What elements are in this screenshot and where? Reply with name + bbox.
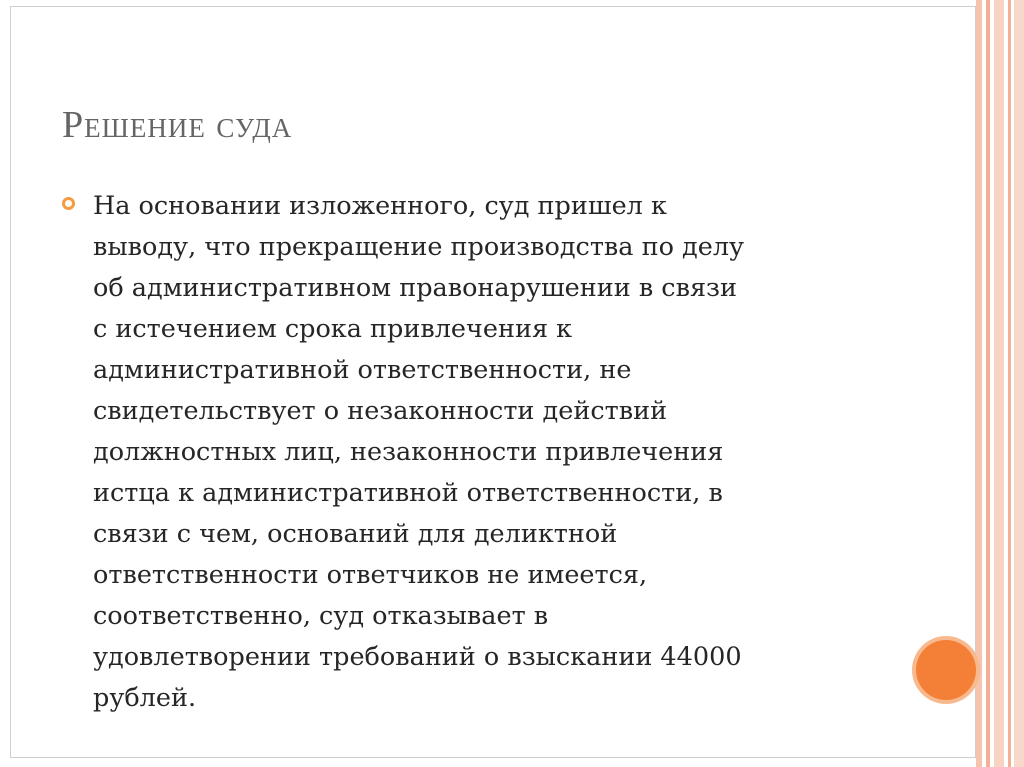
stripe <box>994 0 1004 767</box>
decorative-stripes <box>976 0 1024 767</box>
decorative-orange-circle <box>916 640 976 700</box>
bullet-line: должностных лиц, незаконности привлечения <box>93 437 724 467</box>
bullet-line: административной ответственности, не <box>93 355 632 385</box>
bullet-line: с истечением срока привлечения к <box>93 314 573 344</box>
bullet-text <box>93 186 902 719</box>
bullet-line: соответственно, суд отказывает в <box>93 601 549 631</box>
bullet-line: удовлетворении требований о взыскании 44000 <box>93 642 742 672</box>
stripe <box>986 0 990 767</box>
bullet-item <box>62 186 902 719</box>
stripe <box>1014 0 1024 767</box>
bullet-line: рублей. <box>93 683 197 713</box>
bullet-line: ответственности ответчиков не имеется, <box>93 560 648 590</box>
stripe <box>1008 0 1011 767</box>
bullet-line: связи с чем, оснований для деликтной <box>93 519 618 549</box>
bullet-line: выводу, что прекращение производства по делу <box>93 232 745 262</box>
bullet-circle-icon <box>62 197 75 210</box>
stripe <box>976 0 982 767</box>
slide-title: Решение суда <box>62 104 293 146</box>
bullet-line: свидетельствует о незаконности действий <box>93 396 668 426</box>
bullet-line: об административном правонарушении в связи <box>93 273 737 303</box>
bullet-line: На основании изложенного, суд пришел к <box>93 191 667 221</box>
bullet-line: истца к административной ответственности, в <box>93 478 723 508</box>
